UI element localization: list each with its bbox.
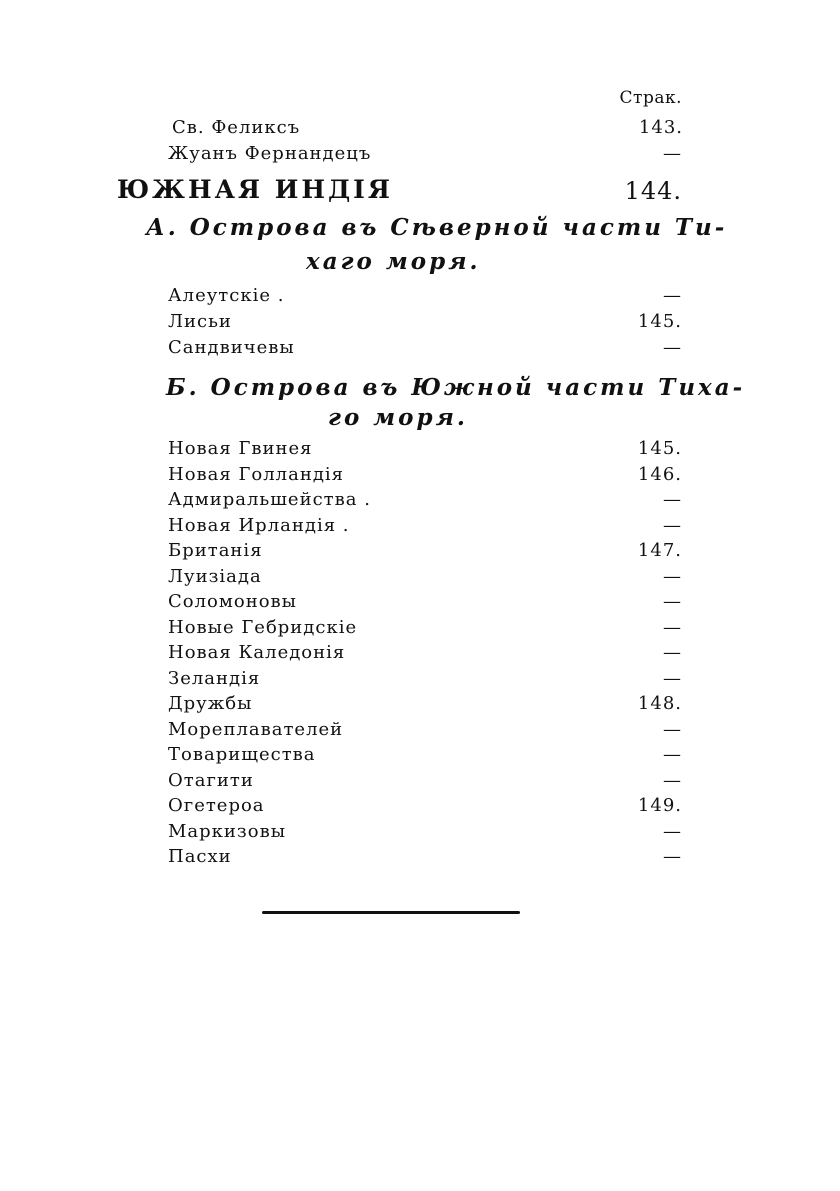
toc-entry-page: 146. bbox=[637, 463, 682, 485]
toc-entry-page: 148. bbox=[637, 693, 682, 714]
toc-entry-page: 149. bbox=[637, 795, 682, 816]
toc-entry-name: Товарищества bbox=[168, 744, 316, 765]
subsection-a-heading-line1: А. Острова въ Сѣверной части Ти- bbox=[146, 214, 728, 241]
toc-entry-page: — bbox=[663, 667, 682, 689]
toc-entry-page: 145. bbox=[637, 311, 682, 332]
toc-entry-page: — bbox=[663, 337, 682, 358]
toc-entry-page: — bbox=[663, 591, 682, 612]
toc-entry-name: Зеландія bbox=[168, 667, 261, 689]
toc-entry-name: Луизіада bbox=[168, 565, 262, 587]
toc-entry-page: — bbox=[663, 616, 682, 638]
toc-entry-page: — bbox=[663, 514, 682, 536]
toc-entry-name: Жуанъ Фернандецъ bbox=[168, 143, 372, 164]
toc-entry-page: — bbox=[663, 769, 682, 791]
toc-entry-page: — bbox=[663, 489, 682, 510]
toc-entry-name: Британія bbox=[168, 540, 263, 561]
closing-rule bbox=[262, 911, 520, 914]
toc-entry-page: — bbox=[663, 846, 682, 867]
section-page: 144. bbox=[624, 177, 682, 205]
toc-entry-name: Новые Гебридскіе bbox=[168, 616, 358, 638]
toc-entry-page: — bbox=[663, 744, 682, 765]
toc-entry-name: Св. Феликсъ bbox=[172, 117, 301, 138]
toc-entry-page: 145. bbox=[637, 438, 682, 459]
subsection-a-heading-line2: хаго моря. bbox=[306, 248, 481, 275]
toc-entry-name: Мореплавателей bbox=[168, 718, 344, 740]
toc-entry-name: Отагити bbox=[168, 769, 254, 791]
toc-entry-page: — bbox=[663, 143, 682, 164]
toc-entry-name: Лисьи bbox=[168, 311, 232, 332]
toc-entry-name: Сандвичевы bbox=[168, 337, 295, 358]
section-title: ЮЖНАЯ ИНДІЯ bbox=[117, 175, 393, 204]
toc-entry-page: — bbox=[663, 820, 682, 842]
toc-entry-name: Адмиральшейства . bbox=[168, 489, 371, 510]
toc-entry-page: — bbox=[663, 285, 682, 306]
toc-entry-page: — bbox=[663, 565, 682, 587]
toc-entry-name: Новая Голландія bbox=[168, 463, 345, 485]
toc-entry-name: Маркизовы bbox=[168, 820, 287, 842]
subsection-b-heading-line1: Б. Острова въ Южной части Тиха- bbox=[166, 374, 746, 401]
column-header-pages: Страк. bbox=[619, 88, 682, 108]
subsection-b-heading-line2: го моря. bbox=[328, 404, 468, 431]
toc-entry-name: Дружбы bbox=[168, 693, 253, 714]
toc-entry-page: — bbox=[663, 642, 682, 663]
toc-entry-page: 143. bbox=[638, 117, 683, 138]
toc-entry-name: Соломоновы bbox=[168, 591, 298, 612]
toc-entry-name: Новая Каледонія bbox=[168, 642, 346, 663]
toc-entry-name: Огетероа bbox=[168, 795, 265, 816]
toc-entry-name: Новая Гвинея bbox=[168, 438, 313, 459]
toc-entry-name: Алеутскіе . bbox=[168, 285, 285, 306]
toc-entry-name: Новая Ирландія . bbox=[168, 514, 350, 536]
toc-entry-name: Пасхи bbox=[168, 846, 232, 867]
toc-entry-page: 147. bbox=[637, 540, 682, 561]
toc-entry-page: — bbox=[663, 718, 682, 740]
